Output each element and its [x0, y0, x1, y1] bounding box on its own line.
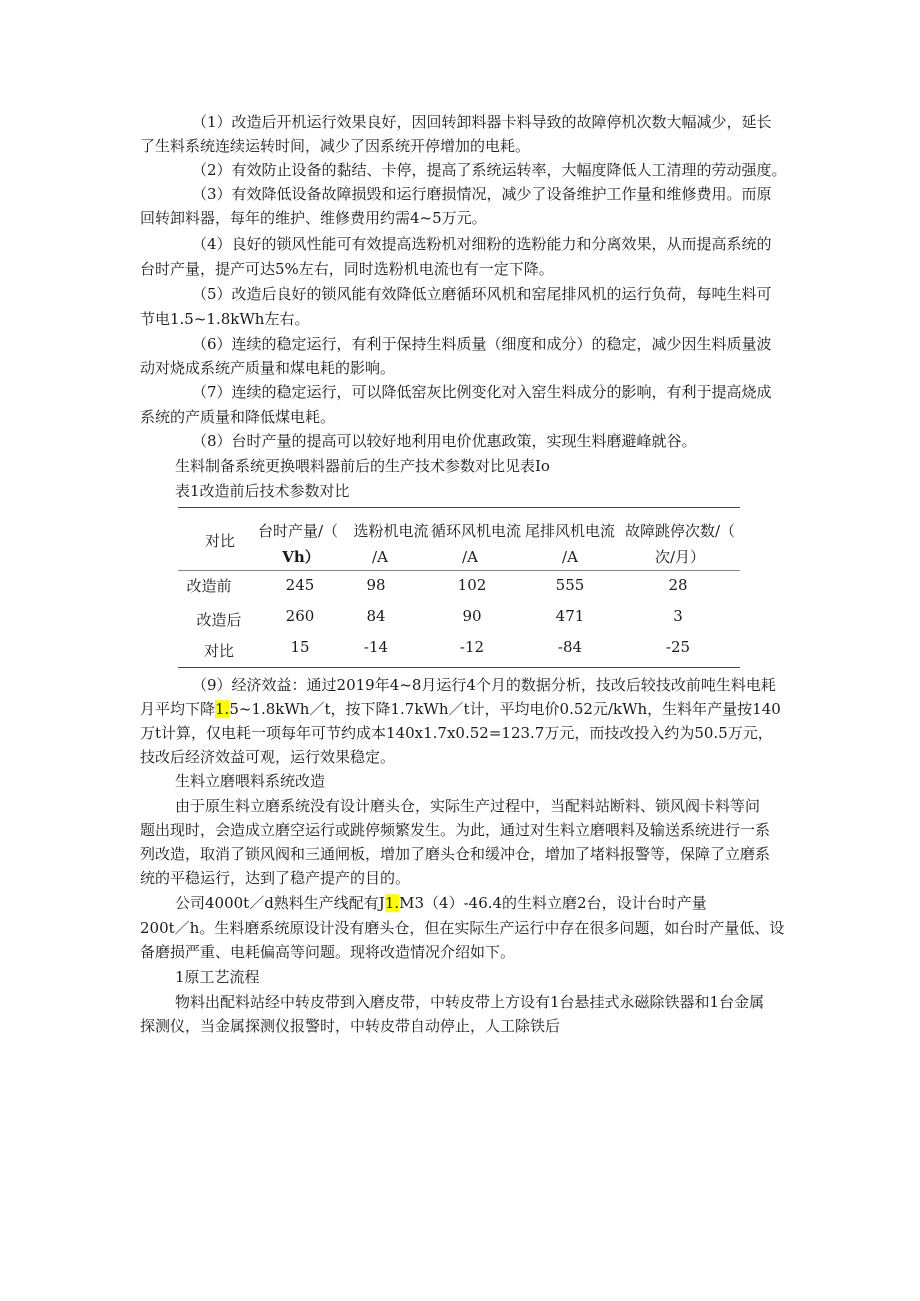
paragraph-6-line-1: （6）连续的稳定运行，有利于保持生料质量（细度和成分）的稳定，减少因生料质量波: [192, 335, 772, 353]
paragraph-6-line-2: 动对烧成系统产质量和煤电耗的影响。: [140, 359, 396, 377]
paragraph-line-start: 公司4000t／d熟料生产线配有J: [175, 894, 385, 912]
paragraph-4-line-2: 台时产量，提产可达5%左右，同时选粉机电流也有一定下降。: [140, 260, 554, 278]
section-2-paragraph-1-line-3: 列改造，取消了锁风阀和三通闸板，增加了磨头仓和缓冲仓，增加了堵料报警等，保障了立磨系: [140, 845, 771, 863]
paragraph-5-line-1: （5）改造后良好的锁风能有效降低立磨循环风机和窑尾排风机的运行负荷，每吨生料可: [192, 285, 772, 303]
section-2-paragraph-3-line-1: 物料出配料站经中转皮带到入磨皮带，中转皮带上方设有1台悬挂式永磁除铁器和1台金属: [175, 993, 765, 1011]
section-title: 生料立磨喂料系统改造: [175, 772, 326, 790]
table-row-label: 改造后: [196, 611, 242, 629]
paragraph-9-line-2-start: 月平均下降: [140, 700, 216, 718]
table-bottom-rule: [178, 667, 740, 668]
table-header-compare: 对比: [204, 532, 235, 550]
table-top-rule: [178, 507, 740, 508]
table-intro-text: 生料制备系统更换喂料器前后的生产技术参数对比见表Io: [175, 457, 550, 475]
table-header-circulation-unit: /A: [462, 548, 478, 566]
paragraph-7-line-2: 系统的产质量和降低煤电耗。: [140, 408, 336, 426]
table-cell: 555: [555, 576, 585, 594]
table-row-label: 改造前: [186, 577, 232, 595]
paragraph-9-line-3: 万t计算，仅电耗一项每年可节约成本140x1.7x0.52=123.7万元，而技改投入约为50.5万元，: [140, 724, 773, 742]
table-header-rule: [178, 570, 740, 571]
paragraph-line-end: M3（4）-46.4的生料立磨2台，设计台时产量: [399, 894, 707, 912]
table-cell: 28: [668, 576, 688, 594]
table-header-separator-current: 选粉机电流: [353, 522, 429, 540]
table-cell: 102: [457, 576, 487, 594]
table-cell: 245: [285, 576, 315, 594]
table-header-fault-unit: 次/月）: [654, 548, 706, 566]
paragraph-4-line-1: （4）良好的锁风性能可有效提高选粉机对细粉的选粉能力和分离效果，从而提高系统的: [192, 235, 772, 253]
table-row-label: 对比: [203, 642, 234, 660]
section-2-paragraph-1-line-4: 统的平稳运行，达到了稳产提产的目的。: [140, 869, 411, 887]
table-header-fault-trips: 故障跳停次数/（: [624, 522, 736, 540]
section-2-paragraph-1-line-1: 由于原生料立磨系统没有设计磨头仓，实际生产过程中，当配料站断料、锁风阀卡料等问: [175, 797, 761, 815]
paragraph-7-line-1: （7）连续的稳定运行，可以降低窑灰比例变化对入窑生料成分的影响，有利于提高烧成: [192, 383, 772, 401]
section-2-paragraph-2-line-1: [175, 891, 707, 915]
section-2-paragraph-1-line-2: 题出现时，会造成立磨空运行或跳停频繁发生。为此，通过对生料立磨喂料及输送系统进行一系: [140, 821, 771, 839]
table-header-exhaust-unit: /A: [562, 548, 578, 566]
highlighted-text: 1.: [384, 894, 400, 912]
paragraph-8-line-1: （8）台时产量的提高可以较好地利用电价优惠政策，实现生料磨避峰就谷。: [192, 432, 697, 450]
table-cell: 3: [673, 607, 683, 625]
section-2-paragraph-2-line-2: 200t／h。生料磨系统原设计没有磨头仓，但在实际生产运行中存在很多问题，如台时产量低、设: [140, 919, 785, 937]
table-cell: 471: [555, 607, 585, 625]
section-2-paragraph-2-line-3: 备磨损严重、电耗偏高等问题。现将改造情况介绍如下。: [140, 943, 516, 961]
table-header-output: 台时产量/（: [258, 522, 339, 540]
paragraph-5-line-2: 节电1.5~1.8kWh左右。: [140, 310, 310, 328]
table-cell: 84: [366, 607, 386, 625]
table-cell: -12: [459, 638, 485, 656]
paragraph-3-line-1: （3）有效降低设备故障损毁和运行磨损情况，减少了设备维护工作量和维修费用。而原: [192, 185, 772, 203]
table-header-separator-unit: /A: [372, 548, 388, 566]
paragraph-9-line-2-end: 5~1.8kWh／t，按下降1.7kWh／t计，平均电价0.52元/kWh，生料年产量按140: [229, 700, 781, 718]
highlighted-text: 1.: [215, 700, 230, 718]
table-header-circulation-fan-current: 循环风机电流: [430, 522, 521, 540]
paragraph-9-line-4: 技改后经济效益可观，运行效果稳定。: [140, 748, 396, 766]
table-cell: 15: [290, 638, 310, 656]
table-caption: 表1改造前后技术参数对比: [175, 482, 350, 500]
paragraph-2-line-1: （2）有效防止设备的黏结、卡停，提高了系统运转率，大幅度降低人工清理的劳动强度。: [192, 161, 787, 179]
table-cell: -25: [665, 638, 691, 656]
subsection-title: 1原工艺流程: [175, 968, 260, 986]
paragraph-9-line-2: [140, 697, 781, 721]
paragraph-1-line-2: 了生料系统连续运转时间，减少了因系统开停增加的电耗。: [140, 137, 531, 155]
table-cell: -84: [557, 638, 583, 656]
paragraph-1-line-1: （1）改造后开机运行效果良好，因回转卸料器卡料导致的故障停机次数大幅减少，延长: [192, 113, 772, 131]
paragraph-3-line-2: 回转卸料器，每年的维护、维修费用约需4~5万元。: [140, 209, 487, 227]
table-cell: 98: [366, 576, 386, 594]
section-2-paragraph-3-line-2: 探测仪，当金属探测仪报警时，中转皮带自动停止，人工除铁后: [140, 1017, 561, 1035]
table-cell: 90: [462, 607, 482, 625]
table-cell: 260: [285, 607, 315, 625]
table-cell: -14: [363, 638, 389, 656]
table-header-exhaust-fan-current: 尾排风机电流: [524, 522, 615, 540]
table-header-output-unit: Vh）: [282, 548, 320, 566]
paragraph-9-line-1: （9）经济效益：通过2019年4~8月运行4个月的数据分析，技改后较技改前吨生料电耗: [192, 676, 776, 694]
